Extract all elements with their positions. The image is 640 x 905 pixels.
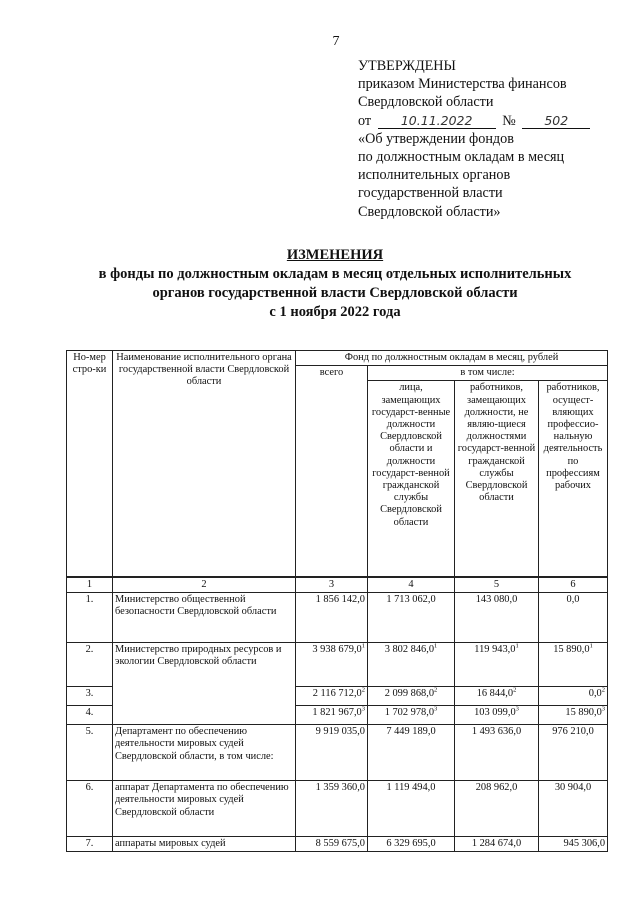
row-name: Министерство природных ресурсов и экологии Свердловской области (113, 643, 296, 725)
header-including: в том числе: (368, 366, 608, 381)
footnote-mark: 2 (601, 686, 606, 694)
row-col5: 103 099,0$^3$ (455, 706, 539, 725)
col-number: 5 (455, 577, 539, 593)
row-total: 1 359 360,0 (296, 781, 368, 837)
approval-region: Свердловской области (358, 94, 494, 111)
row-col5: 119 943,0$^1$ (455, 643, 539, 687)
header-col6: работников, осущест-вляющих профессио-нальную деятельность по профессиям рабочих (539, 381, 608, 577)
table-row (67, 781, 608, 837)
row-col4: 3 802 846,0$^1$ (368, 643, 455, 687)
row-col6: 0,0 (539, 593, 608, 643)
funds-table (66, 350, 608, 852)
row-total: 3 938 679,0$^1$ (296, 643, 368, 687)
header-col5: работников, замещающих должности, не являю-щиеся должностями государст-венной гражданской службы Свердловской области (455, 381, 539, 577)
header-total: всего (296, 366, 368, 577)
col-number: 4 (368, 577, 455, 593)
header-col4: лица, замещающих государст-венные должности Свердловской области и должности государст-венной гражданской службы Свердловской области (368, 381, 455, 577)
row-col6: 15 890,0$^3$ (539, 706, 608, 725)
row-number: 2. (67, 643, 113, 687)
col-number: 6 (539, 577, 608, 593)
heading-line-2: в фонды по должностным окладам в месяц отдельных исполнительных (98, 266, 572, 282)
header-row-number: Но-мер стро-ки (67, 351, 113, 577)
row-total: 9 919 035,0 (296, 725, 368, 781)
footnote-mark: 1 (515, 642, 519, 650)
handwritten-date: 10.11.2022 (378, 114, 496, 129)
footnote-mark: 2 (361, 686, 365, 694)
row-name: аппараты мировых судей (113, 837, 296, 852)
row-col5: 1 493 636,0 (455, 725, 539, 781)
footnote-mark: 1 (589, 642, 593, 650)
row-number: 5. (67, 725, 113, 781)
col-number: 2 (113, 577, 296, 593)
approval-order: приказом Министерства финансов (358, 76, 567, 93)
heading-line-4: с 1 ноября 2022 года (269, 304, 401, 320)
footnote-mark: 2 (434, 686, 438, 694)
row-number: 1. (67, 593, 113, 643)
row-total: 2 116 712,0$^2$ (296, 687, 368, 706)
heading-line-3: органов государственной власти Свердловской области (152, 285, 518, 301)
row-number: 3. (67, 687, 113, 706)
footnote-mark: 1 (434, 642, 438, 650)
row-col5: 1 284 674,0 (455, 837, 539, 852)
row-number: 7. (67, 837, 113, 852)
approval-subject-1: «Об утверждении фондов (358, 130, 514, 147)
footnote-mark: 3 (601, 705, 606, 713)
footnote-mark: 3 (515, 705, 519, 713)
column-number-row (67, 577, 608, 593)
footnote-mark: 1 (361, 642, 365, 650)
row-col4: 2 099 868,0$^2$ (368, 687, 455, 706)
number-sign: № (502, 112, 516, 129)
row-col5: 143 080,0 (455, 593, 539, 643)
table-row (67, 643, 608, 687)
approval-subject-4: государственной власти (358, 185, 503, 202)
approval-block (358, 57, 628, 221)
handwritten-number: 502 (522, 114, 590, 129)
row-col4: 7 449 189,0 (368, 725, 455, 781)
header-fund: Фонд по должностным окладам в месяц, рублей (296, 351, 608, 366)
row-number: 4. (67, 706, 113, 725)
table-row (67, 593, 608, 643)
row-name: аппарат Департамента по обеспечению деятельности мировых судей Свердловской области (113, 781, 296, 837)
approval-subject-2: по должностным окладам в месяц (358, 149, 565, 166)
row-total: 1 821 967,0$^3$ (296, 706, 368, 725)
row-col6: 30 904,0 (539, 781, 608, 837)
col-number: 3 (296, 577, 368, 593)
approval-date-line (358, 112, 628, 130)
approval-subject-5: Свердловской области» (358, 203, 501, 220)
footnote-mark: 2 (513, 686, 517, 694)
header-name: Наименование исполнительного органа государственной власти Свердловской области (113, 351, 296, 577)
row-name: Департамент по обеспечению деятельности мировых судей Свердловской области, в том числе: (113, 725, 296, 781)
page-number: 7 (332, 34, 340, 49)
document-heading (60, 246, 610, 322)
row-col4: 1 702 978,0$^3$ (368, 706, 455, 725)
header-row-1 (67, 351, 608, 366)
row-col4: 1 119 494,0 (368, 781, 455, 837)
row-total: 1 856 142,0 (296, 593, 368, 643)
row-col6: 976 210,0 (539, 725, 608, 781)
row-total: 8 559 675,0 (296, 837, 368, 852)
approval-subject-3: исполнительных органов (358, 167, 511, 184)
row-col5: 208 962,0 (455, 781, 539, 837)
row-col4: 1 713 062,0 (368, 593, 455, 643)
row-number: 6. (67, 781, 113, 837)
from-prefix: от (358, 112, 372, 129)
heading-title: ИЗМЕНЕНИЯ (286, 247, 384, 263)
table-row (67, 837, 608, 852)
row-col6: 15 890,0$^1$ (539, 643, 608, 687)
row-col6: $0,0^2$ (539, 687, 608, 706)
row-col4: 6 329 695,0 (368, 837, 455, 852)
approval-title: УТВЕРЖДЕНЫ (358, 58, 456, 74)
row-col6: 945 306,0 (539, 837, 608, 852)
table-row (67, 725, 608, 781)
footnote-mark: 3 (361, 705, 365, 713)
footnote-mark: 3 (434, 705, 438, 713)
row-col5: 16 844,0$^2$ (455, 687, 539, 706)
col-number: 1 (67, 577, 113, 593)
row-name: Министерство общественной безопасности Свердловской области (113, 593, 296, 643)
